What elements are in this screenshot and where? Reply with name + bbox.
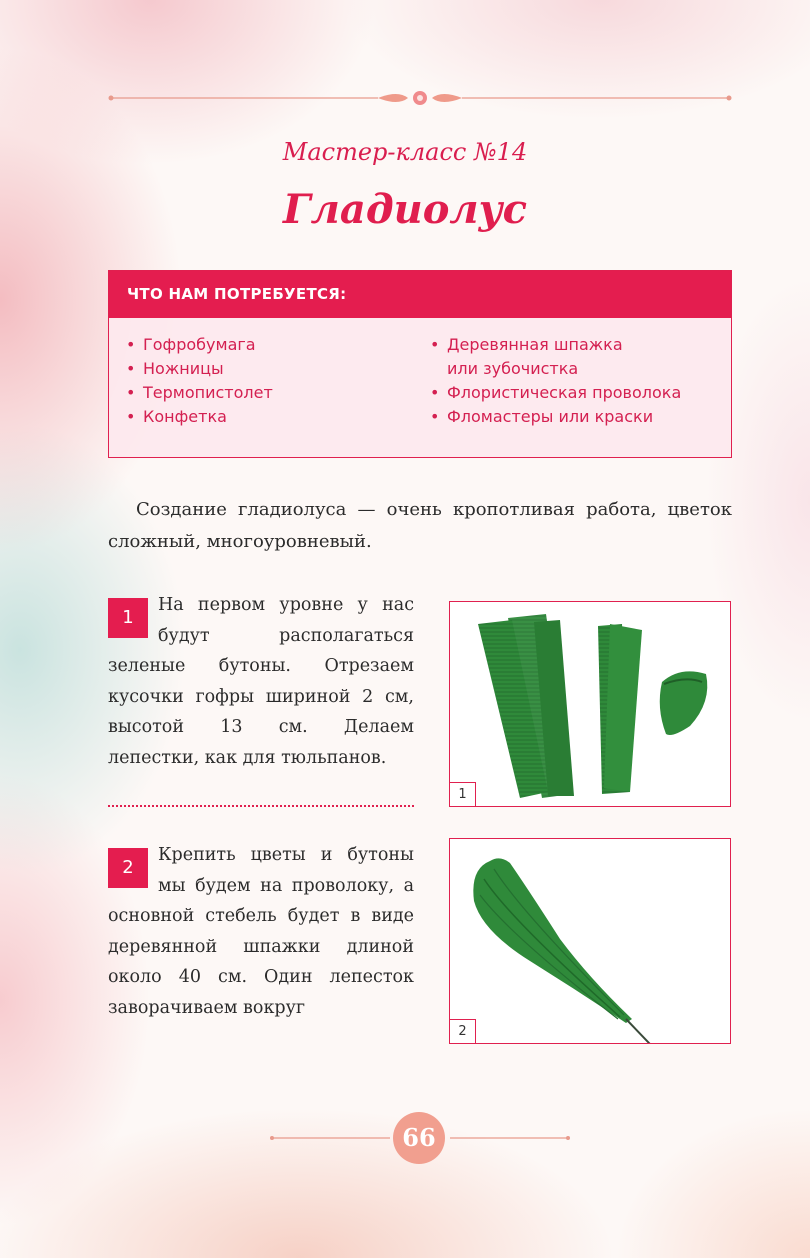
material-item: • Термопистолет	[123, 381, 273, 405]
material-item: • Гофробумага	[123, 333, 273, 357]
step-divider	[108, 805, 414, 807]
step-2-badge: 2	[108, 848, 148, 888]
step-2-text	[108, 840, 414, 1023]
material-item: • Деревянная шпажка или зубочистка	[427, 333, 681, 381]
page-number: 66	[393, 1112, 445, 1164]
material-item: • Фломастеры или краски	[427, 405, 681, 429]
step-1-photo	[449, 601, 731, 807]
material-item: • Ножницы	[123, 357, 273, 381]
materials-list-left	[123, 333, 273, 429]
top-ornament	[108, 90, 732, 106]
materials-heading: ЧТО НАМ ПОТРЕБУЕТСЯ:	[109, 271, 731, 318]
photo-2-label: 2	[450, 1019, 476, 1043]
materials-box	[108, 270, 732, 458]
page-title: Гладиолус	[283, 186, 527, 233]
crepe-paper-strips-image	[450, 602, 731, 807]
material-item: • Конфетка	[123, 405, 273, 429]
step-2-text-content: Крепить цветы и бутоны мы будем на проволоку, а основной стебель будет в виде деревянной шпажки длиной около 40 см. Один лепесток заворачиваем вокруг	[108, 845, 414, 1018]
step-1-text	[108, 590, 414, 773]
rolled-petal-on-wire-image	[450, 839, 731, 1044]
materials-list-right	[427, 333, 681, 429]
masterclass-number: Мастер-класс №14	[282, 138, 528, 166]
material-item: • Флористическая проволока	[427, 381, 681, 405]
intro-paragraph: Создание гладиолуса — очень кропотливая работа, цветок сложный, многоуровневый.	[108, 499, 732, 552]
step-1-text-content: На первом уровне у нас будут располагаться зеленые бутоны. Отрезаем кусочки гофры шириной 2 см, высотой 13 см. Делаем лепестки, как для тюльпанов.	[108, 595, 414, 768]
step-2-photo	[449, 838, 731, 1044]
photo-1-label: 1	[450, 782, 476, 806]
step-1-badge: 1	[108, 598, 148, 638]
